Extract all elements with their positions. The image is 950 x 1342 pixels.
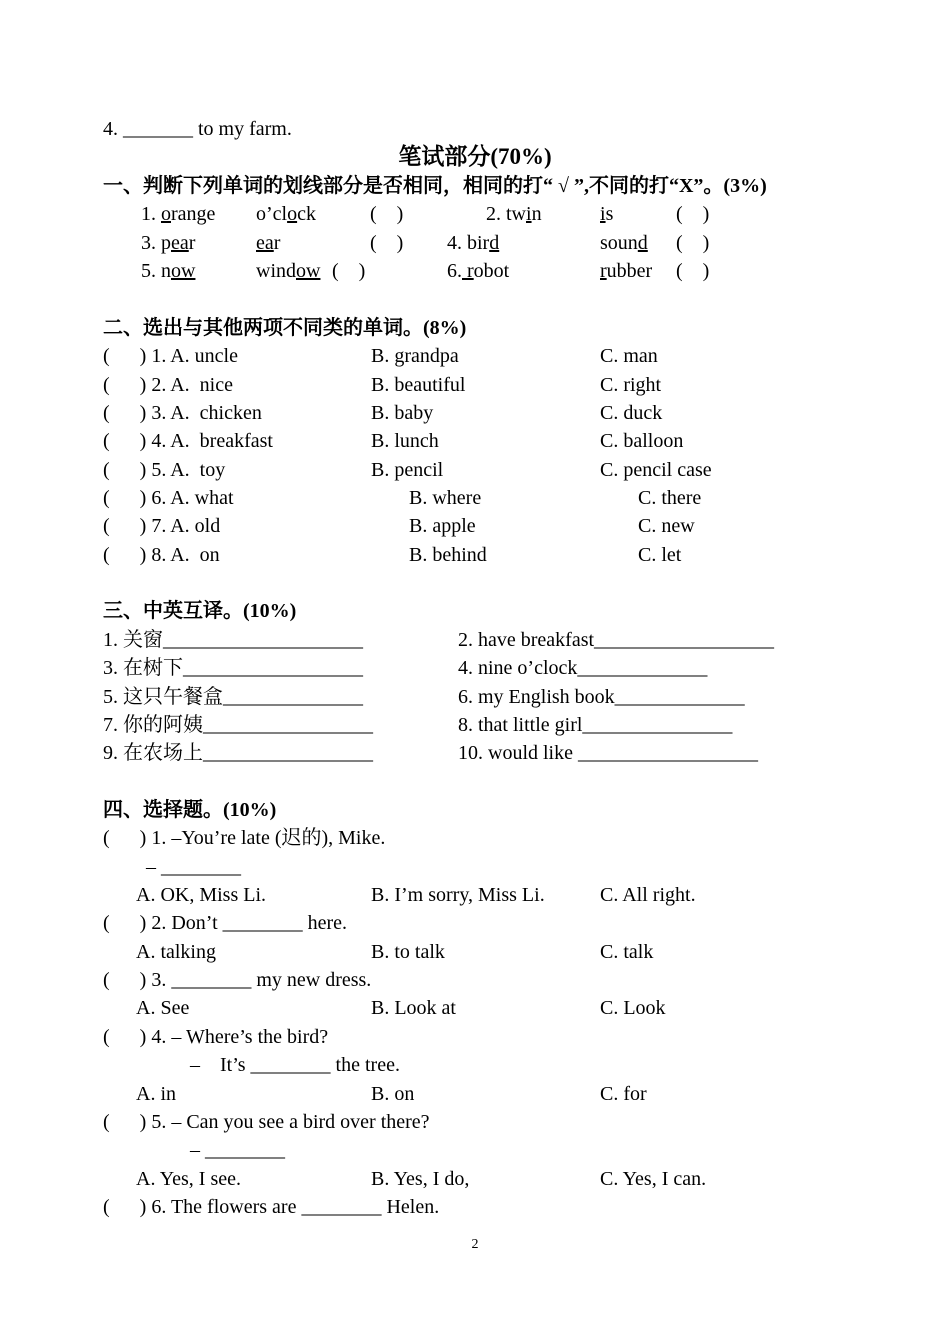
answer-blank[interactable]: ( ): [370, 203, 404, 225]
s2-q3-option-c: C. duck: [600, 402, 663, 424]
s1-item-6-word-b: rubber: [600, 260, 653, 282]
s2-q3[interactable]: ( ) 3. A. chicken: [103, 402, 262, 424]
s3-item-8[interactable]: 8. that little girl_______________: [458, 714, 733, 736]
s4-q1-option-a: A. OK, Miss Li.: [136, 884, 267, 906]
answer-blank[interactable]: ( ): [332, 260, 366, 282]
s4-q3-option-b: B. Look at: [371, 997, 456, 1019]
s4-q5[interactable]: ( ) 5. – Can you see a bird over there?: [103, 1111, 430, 1133]
s4-q1-option-b: B. I’m sorry, Miss Li.: [371, 884, 545, 906]
s4-q3-option-c: C. Look: [600, 997, 666, 1019]
s4-q5-option-b: B. Yes, I do,: [371, 1168, 470, 1190]
s2-q5-option-c: C. pencil case: [600, 459, 712, 481]
s1-item-1-word-b: o’clock: [256, 203, 316, 225]
carryover-line: 4. _______ to my farm.: [103, 118, 292, 140]
s4-q2-option-c: C. talk: [600, 941, 654, 963]
s1-item-2-word-b: is: [600, 203, 614, 225]
answer-blank[interactable]: ( ): [676, 203, 710, 225]
s4-q1-reply: – ________: [146, 856, 241, 878]
page-title: 笔试部分(70%): [398, 144, 552, 169]
s1-item-3-word-b: ear: [256, 232, 281, 254]
s3-item-2[interactable]: 2. have breakfast__________________: [458, 629, 775, 651]
s2-q8[interactable]: ( ) 8. A. on: [103, 544, 220, 566]
s4-q5-option-c: C. Yes, I can.: [600, 1168, 707, 1190]
s2-q6[interactable]: ( ) 6. A. what: [103, 487, 234, 509]
answer-blank[interactable]: ( ): [370, 232, 404, 254]
s2-q4-option-c: C. balloon: [600, 430, 684, 452]
s2-q2[interactable]: ( ) 2. A. nice: [103, 374, 233, 396]
s1-item-5-word-b: window: [256, 260, 321, 282]
s4-q1[interactable]: ( ) 1. –You’re late (迟的), Mike.: [103, 827, 386, 849]
s3-item-4[interactable]: 4. nine o’clock_____________: [458, 657, 708, 679]
s3-item-3[interactable]: 3. 在树下__________________: [103, 657, 363, 679]
page-number: 2: [471, 1237, 479, 1252]
s4-q4[interactable]: ( ) 4. – Where’s the bird?: [103, 1026, 329, 1048]
s1-item-1-word-a: 1. orange: [141, 203, 216, 225]
s1-item-5-word-a: 5. now: [141, 260, 196, 282]
s2-q5[interactable]: ( ) 5. A. toy: [103, 459, 226, 481]
s4-q2-option-a: A. talking: [136, 941, 216, 963]
s1-item-3-word-a: 3. pear: [141, 232, 196, 254]
section-2-heading: 二、选出与其他两项不同类的单词。(8%): [103, 317, 467, 339]
section-4-heading: 四、选择题。(10%): [103, 799, 277, 821]
s2-q3-option-b: B. baby: [371, 402, 434, 424]
s3-item-6[interactable]: 6. my English book_____________: [458, 686, 745, 708]
s3-item-7[interactable]: 7. 你的阿姨_________________: [103, 714, 373, 736]
section-3-heading: 三、中英互译。(10%): [103, 600, 297, 622]
s2-q8-option-b: B. behind: [409, 544, 487, 566]
s2-q4[interactable]: ( ) 4. A. breakfast: [103, 430, 273, 452]
s2-q2-option-c: C. right: [600, 374, 662, 396]
s4-q2-option-b: B. to talk: [371, 941, 445, 963]
s2-q4-option-b: B. lunch: [371, 430, 439, 452]
s2-q6-option-c: C. there: [638, 487, 702, 509]
s2-q5-option-b: B. pencil: [371, 459, 444, 481]
s4-q4-option-b: B. on: [371, 1083, 415, 1105]
s2-q6-option-b: B. where: [409, 487, 482, 509]
s3-item-5[interactable]: 5. 这只午餐盒______________: [103, 686, 363, 708]
s4-q5-reply: – ________: [190, 1139, 285, 1161]
s3-item-1[interactable]: 1. 关窗____________________: [103, 629, 363, 651]
s2-q8-option-c: C. let: [638, 544, 682, 566]
s2-q7-option-b: B. apple: [409, 515, 476, 537]
s2-q1-option-c: C. man: [600, 345, 658, 367]
s2-q2-option-b: B. beautiful: [371, 374, 466, 396]
answer-blank[interactable]: ( ): [676, 260, 710, 282]
s4-q4-option-c: C. for: [600, 1083, 647, 1105]
s4-q4-reply: – It’s ________ the tree.: [190, 1054, 400, 1076]
s2-q7-option-c: C. new: [638, 515, 695, 537]
s4-q3[interactable]: ( ) 3. ________ my new dress.: [103, 969, 372, 991]
s4-q2[interactable]: ( ) 2. Don’t ________ here.: [103, 912, 348, 934]
s2-q1[interactable]: ( ) 1. A. uncle: [103, 345, 238, 367]
s3-item-9[interactable]: 9. 在农场上_________________: [103, 742, 373, 764]
s2-q1-option-b: B. grandpa: [371, 345, 459, 367]
s4-q3-option-a: A. See: [136, 997, 190, 1019]
answer-blank[interactable]: ( ): [676, 232, 710, 254]
s1-item-2-word-a: 2. twin: [486, 203, 542, 225]
s4-q4-option-a: A. in: [136, 1083, 176, 1105]
section-1-heading: 一、判断下列单词的划线部分是否相同，相同的打“ √ ”,不同的打“X”。(3%): [103, 175, 767, 197]
s2-q7[interactable]: ( ) 7. A. old: [103, 515, 221, 537]
s1-item-6-word-a: 6. robot: [447, 260, 510, 282]
s1-item-4-word-a: 4. bird: [447, 232, 500, 254]
s4-q6[interactable]: ( ) 6. The flowers are ________ Helen.: [103, 1196, 440, 1218]
s1-item-4-word-b: sound: [600, 232, 648, 254]
s4-q5-option-a: A. Yes, I see.: [136, 1168, 241, 1190]
s4-q1-option-c: C. All right.: [600, 884, 696, 906]
s3-item-10[interactable]: 10. would like __________________: [458, 742, 758, 764]
